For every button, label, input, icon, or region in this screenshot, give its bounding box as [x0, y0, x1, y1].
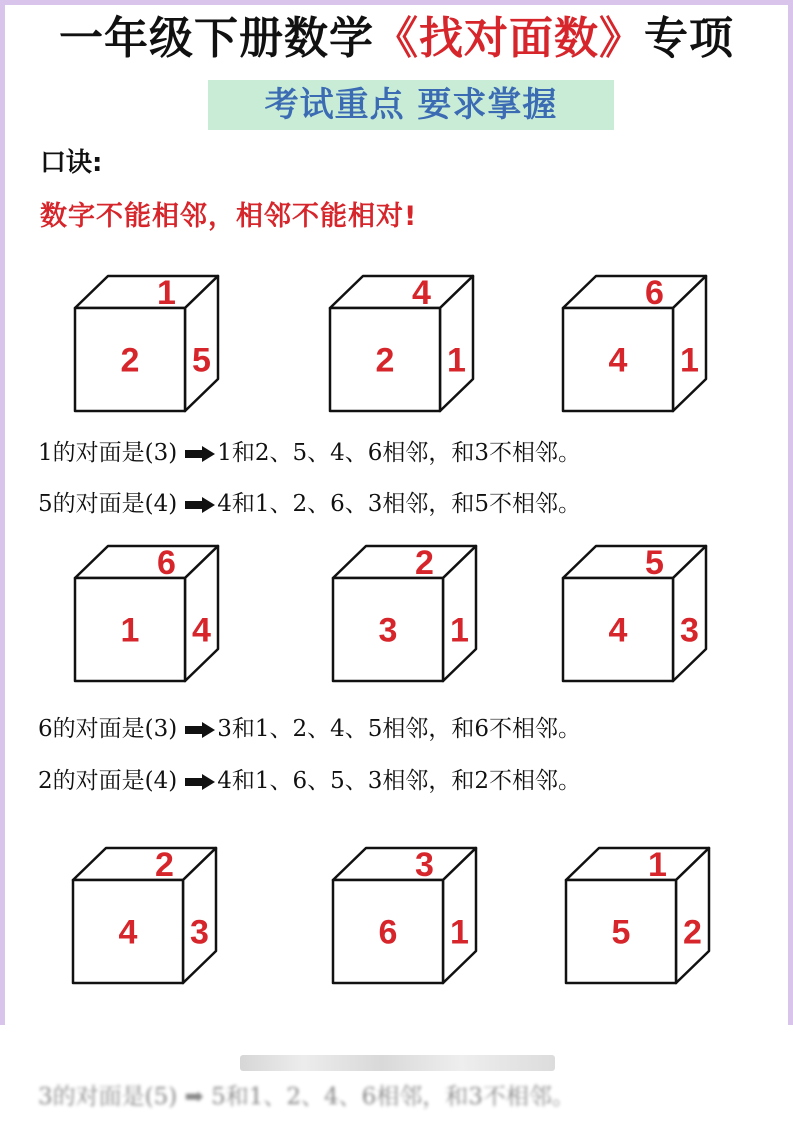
subtitle-banner: 考试重点 要求掌握: [208, 80, 614, 130]
arrow-right-icon: [185, 774, 215, 790]
explanation-reason: 4和1、2、6、3相邻，和5不相邻。: [217, 491, 582, 517]
title-highlight: 《找对面数》: [374, 13, 644, 64]
cube-front-number: 2: [375, 341, 395, 380]
cube-side-number: 4: [192, 611, 211, 650]
title-prefix: 一年级下册数学: [59, 13, 374, 64]
cube-9: [566, 846, 709, 983]
explanation-line-1: [38, 434, 581, 467]
cube-side-number: 3: [680, 611, 699, 650]
cube-top-number: 3: [415, 846, 434, 884]
explanation-line-2: [38, 485, 581, 518]
cube-top-number: 6: [157, 544, 176, 582]
cube-6: [563, 544, 706, 681]
cube-side-number: 1: [447, 341, 466, 380]
explanation-question: 2的对面是(4): [38, 768, 178, 794]
blurred-watermark-bar: [240, 1055, 555, 1071]
title-suffix: 专项: [644, 13, 734, 64]
cube-8: [333, 846, 476, 983]
explanation-question: 5的对面是(4): [38, 491, 178, 517]
cube-top-number: 5: [645, 544, 664, 582]
cube-front-number: 4: [608, 611, 628, 650]
explanation-question: 1的对面是(3): [38, 440, 178, 466]
cube-side-number: 3: [190, 913, 209, 952]
cube-front-number: 3: [378, 611, 398, 650]
cube-front-number: 6: [378, 913, 398, 952]
cube-side-number: 1: [680, 341, 699, 380]
cube-top-number: 1: [648, 846, 667, 884]
cube-top-number: 6: [645, 274, 664, 312]
explanation-reason: 1和2、5、4、6相邻，和3不相邻。: [217, 440, 582, 466]
cube-3: [563, 274, 706, 411]
cube-side-number: 1: [450, 913, 469, 952]
cube-front-number: 5: [611, 913, 631, 952]
cube-front-number: 4: [608, 341, 628, 380]
cut-off-text: 3的对面是(5) ➡ 5和1、2、4、6相邻，和3不相邻。: [38, 1084, 575, 1110]
cube-7: [73, 846, 216, 983]
arrow-right-icon: [185, 446, 215, 462]
cube-front-number: 1: [120, 611, 140, 650]
cube-top-number: 1: [157, 274, 176, 312]
cube-4: [75, 544, 218, 681]
arrow-right-icon: [185, 722, 215, 738]
cube-5: [333, 544, 476, 681]
cube-front-number: 4: [118, 913, 138, 952]
cube-top-number: 2: [155, 846, 174, 884]
cube-side-number: 2: [683, 913, 702, 952]
cube-front-number: 2: [120, 341, 140, 380]
explanation-reason: 3和1、2、4、5相邻，和6不相邻。: [217, 716, 582, 742]
rhyme-label: 口诀:: [40, 148, 103, 178]
explanation-question: 6的对面是(3): [38, 716, 178, 742]
cube-top-number: 4: [412, 274, 431, 312]
cube-2: [330, 274, 473, 411]
cube-1: [75, 274, 218, 411]
explanation-reason: 4和1、6、5、3相邻，和2不相邻。: [217, 768, 582, 794]
cube-side-number: 1: [450, 611, 469, 650]
explanation-line-4: [38, 762, 581, 795]
arrow-right-icon: [185, 497, 215, 513]
cube-side-number: 5: [192, 341, 211, 380]
rhyme-text: 数字不能相邻，相邻不能相对!: [40, 201, 418, 232]
explanation-line-3: [38, 710, 581, 743]
cube-top-number: 2: [415, 544, 434, 582]
